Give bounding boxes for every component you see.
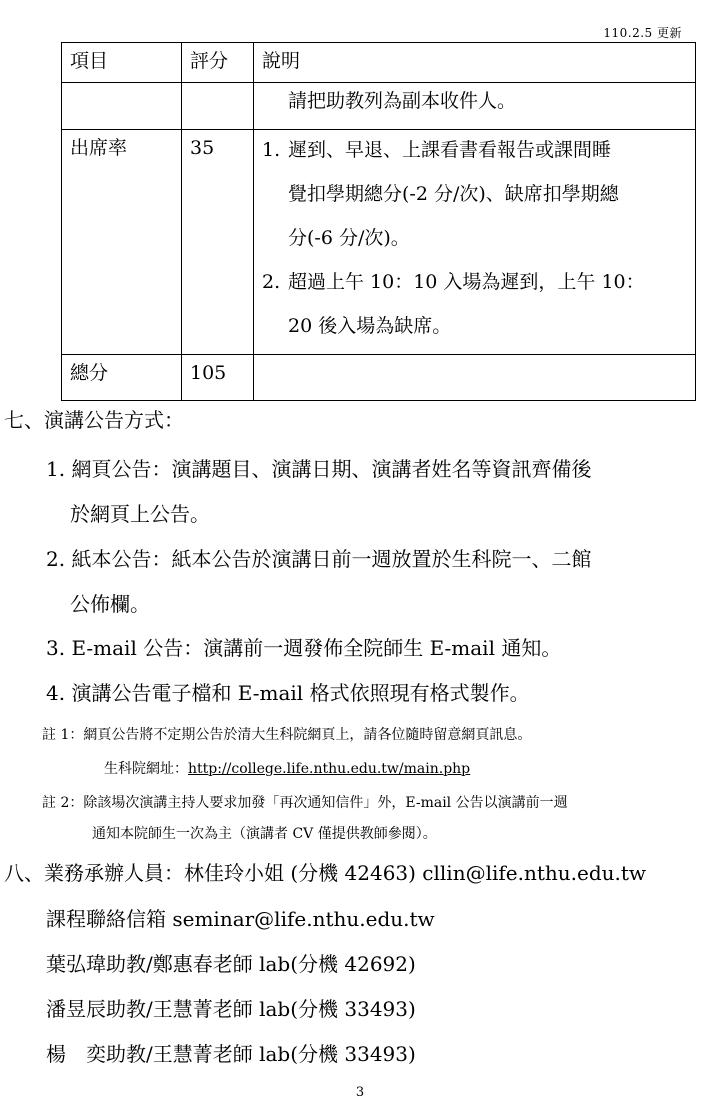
cell-description xyxy=(254,83,696,130)
rule-line: 遲到、早退、上課看書看報告或課間睡 xyxy=(288,139,612,161)
college-website-line xyxy=(104,758,470,780)
cell-score xyxy=(182,83,254,130)
table-header-row xyxy=(62,43,696,83)
cell-item xyxy=(62,83,182,130)
contact-line-ta-2: 潘昱辰助教/王慧菁老師 lab(分機 33493) xyxy=(46,997,416,1021)
section-7-title: 七、演講公告方式： xyxy=(4,408,184,432)
section-8-title: 八、業務承辦人員：林佳玲小姐 (分機 42463) cllin@life.nthu.edu.tw xyxy=(4,861,647,885)
announcement-item-2-line-2: 公佈欄。 xyxy=(70,592,150,616)
cell-description xyxy=(254,130,696,355)
column-header-description: 說明 xyxy=(254,43,696,83)
grading-table xyxy=(61,42,696,401)
cell-description xyxy=(254,355,696,401)
description-text: 請把助教列為副本收件人。 xyxy=(288,90,517,112)
college-website-link[interactable]: http://college.life.nthu.edu.tw/main.php xyxy=(188,761,471,777)
update-date-note: 110.2.5 更新 xyxy=(603,26,682,40)
note-2-line-2: 通知本院師生一次為主（演講者 CV 僅提供教師參閱）。 xyxy=(92,826,437,842)
rule-line: 分(-6 分/次)。 xyxy=(288,227,410,249)
announcement-item-2-line-1: 2. 紙本公告：紙本公告於演講日前一週放置於生科院一、二館 xyxy=(46,547,592,571)
table-row-total xyxy=(62,355,696,401)
cell-score: 35 xyxy=(182,130,254,355)
table-row-continued xyxy=(62,83,696,130)
contact-line-ta-1: 葉弘瑋助教/鄭惠春老師 lab(分機 42692) xyxy=(46,952,416,976)
page-number: 3 xyxy=(355,1085,365,1100)
rule-number: 1. xyxy=(262,139,281,161)
attendance-rule-1 xyxy=(262,128,687,260)
contact-line-ta-3: 楊 奕助教/王慧菁老師 lab(分機 33493) xyxy=(46,1042,416,1066)
note-2-line-1: 註 2：除該場次演講主持人要求加發「再次通知信件」外，E-mail 公告以演講前一週 xyxy=(42,795,568,811)
note-1: 註 1：網頁公告將不定期公告於清大生科院網頁上，請各位隨時留意網頁訊息。 xyxy=(42,727,532,743)
rule-number: 2. xyxy=(262,271,281,293)
rule-line: 超過上午 10：10 入場為遲到，上午 10： xyxy=(288,271,645,293)
cell-item: 總分 xyxy=(62,355,182,401)
contact-line-course-email: 課程聯絡信箱 seminar@life.nthu.edu.tw xyxy=(46,907,435,931)
column-header-item: 項目 xyxy=(62,43,182,83)
announcement-item-3: 3. E-mail 公告：演講前一週發佈全院師生 E-mail 通知。 xyxy=(46,636,562,660)
announcement-item-1-line-2: 於網頁上公告。 xyxy=(70,502,210,526)
website-label: 生科院網址： xyxy=(104,761,188,777)
rule-line: 覺扣學期總分(-2 分/次)、缺席扣學期總 xyxy=(288,183,619,205)
announcement-item-1-line-1: 1. 網頁公告：演講題目、演講日期、演講者姓名等資訊齊備後 xyxy=(46,457,592,481)
announcement-item-4: 4. 演講公告電子檔和 E-mail 格式依照現有格式製作。 xyxy=(46,681,530,705)
column-header-score: 評分 xyxy=(182,43,254,83)
cell-item: 出席率 xyxy=(62,130,182,355)
table-row-attendance xyxy=(62,130,696,355)
attendance-rule-2 xyxy=(262,260,687,348)
rule-line: 20 後入場為缺席。 xyxy=(288,315,452,337)
cell-score: 105 xyxy=(182,355,254,401)
